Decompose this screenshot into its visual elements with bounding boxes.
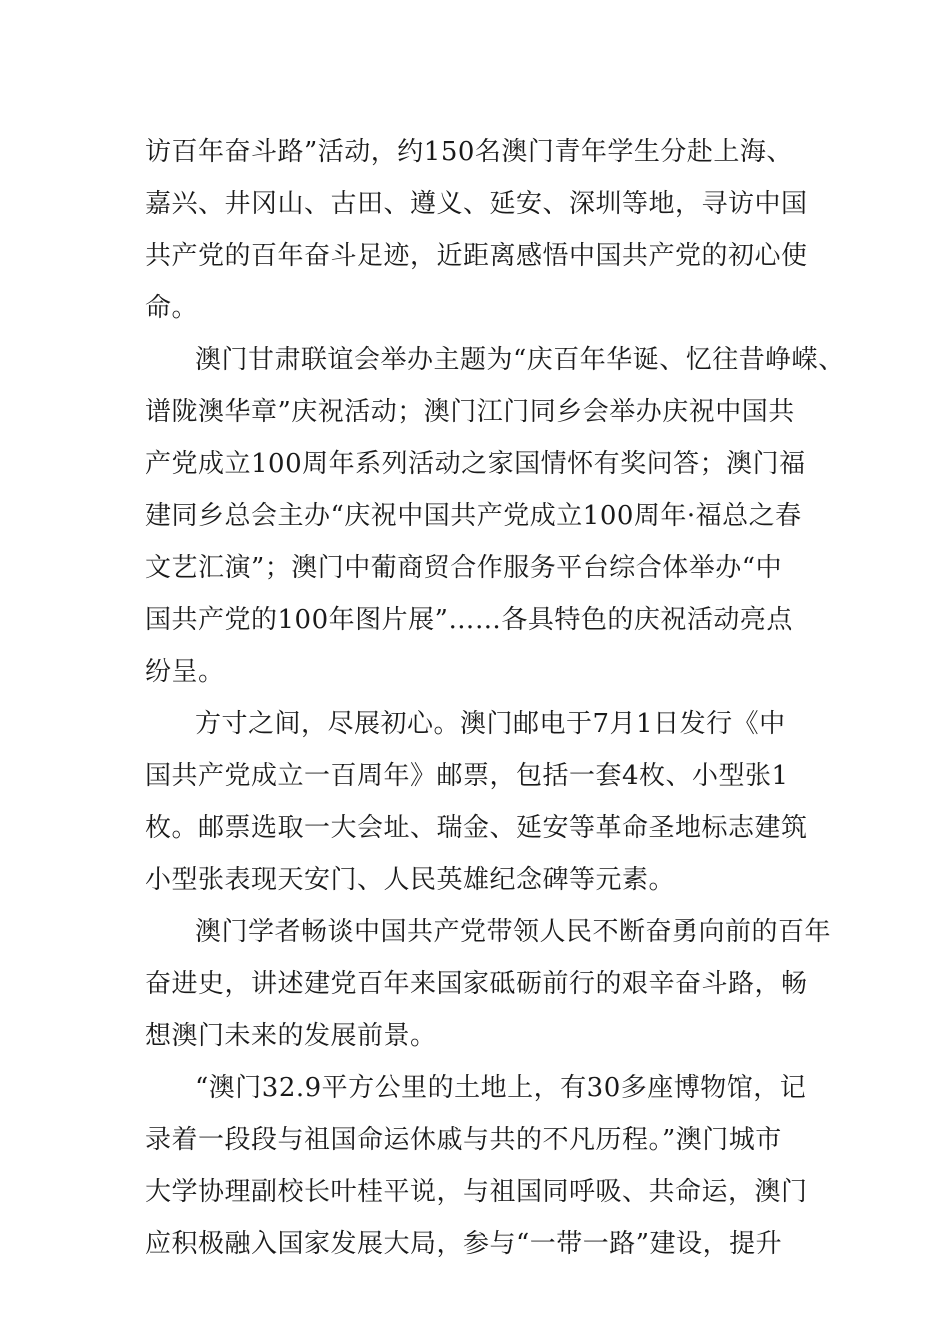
text-line: 澳门学者畅谈中国共产党带领人民不断奋勇向前的百年 — [195, 917, 832, 947]
text-line: 文艺汇演”；澳门中葡商贸合作服务平台综合体举办“中 — [145, 553, 783, 583]
text-line: 应积极融入国家发展大局，参与“一带一路”建设，提升 — [145, 1229, 783, 1259]
paragraph-4 — [145, 906, 832, 1062]
text-line: 产党成立100周年系列活动之家国情怀有奖问答；澳门福 — [145, 449, 806, 479]
text-line: 访百年奋斗路”活动，约150名澳门青年学生分赴上海、 — [145, 137, 793, 167]
text-line: 命。 — [145, 293, 199, 323]
text-line: 国共产党的100年图片展”……各具特色的庆祝活动亮点 — [145, 605, 793, 635]
text-line: 谱陇澳华章”庆祝活动；澳门江门同乡会举办庆祝中国共 — [145, 397, 795, 427]
paragraph-1 — [145, 126, 825, 334]
document-body — [145, 126, 845, 1270]
text-line: 国共产党成立一百周年》邮票，包括一套4枚、小型张1 — [145, 761, 789, 791]
text-line: 建同乡总会主办“庆祝中国共产党成立100周年·福总之春 — [145, 501, 802, 531]
text-line: 澳门甘肃联谊会举办主题为“庆百年华诞、忆往昔峥嵘、 — [195, 345, 845, 375]
text-line: 小型张表现天安门、人民英雄纪念碑等元素。 — [145, 865, 676, 895]
paragraph-2 — [145, 334, 845, 698]
text-line: 方寸之间，尽展初心。澳门邮电于7月1日发行《中 — [195, 709, 786, 739]
paragraph-5 — [145, 1062, 825, 1270]
text-line: 录着一段段与祖国命运休戚与共的不凡历程。”澳门城市 — [145, 1125, 782, 1155]
text-line: 嘉兴、井冈山、古田、遵义、延安、深圳等地，寻访中国 — [145, 189, 808, 219]
text-line: 大学协理副校长叶桂平说，与祖国同呼吸、共命运，澳门 — [145, 1177, 808, 1207]
text-line: 枚。邮票选取一大会址、瑞金、延安等革命圣地标志建筑 — [145, 813, 808, 843]
paragraph-3 — [145, 698, 825, 906]
text-line: 共产党的百年奋斗足迹，近距离感悟中国共产党的初心使 — [145, 241, 808, 271]
text-line: 想澳门未来的发展前景。 — [145, 1021, 437, 1051]
text-line: 纷呈。 — [145, 657, 225, 687]
text-line: 奋进史，讲述建党百年来国家砥砺前行的艰辛奋斗路，畅 — [145, 969, 808, 999]
text-line: “澳门32.9平方公里的土地上，有30多座博物馆，记 — [195, 1073, 807, 1103]
